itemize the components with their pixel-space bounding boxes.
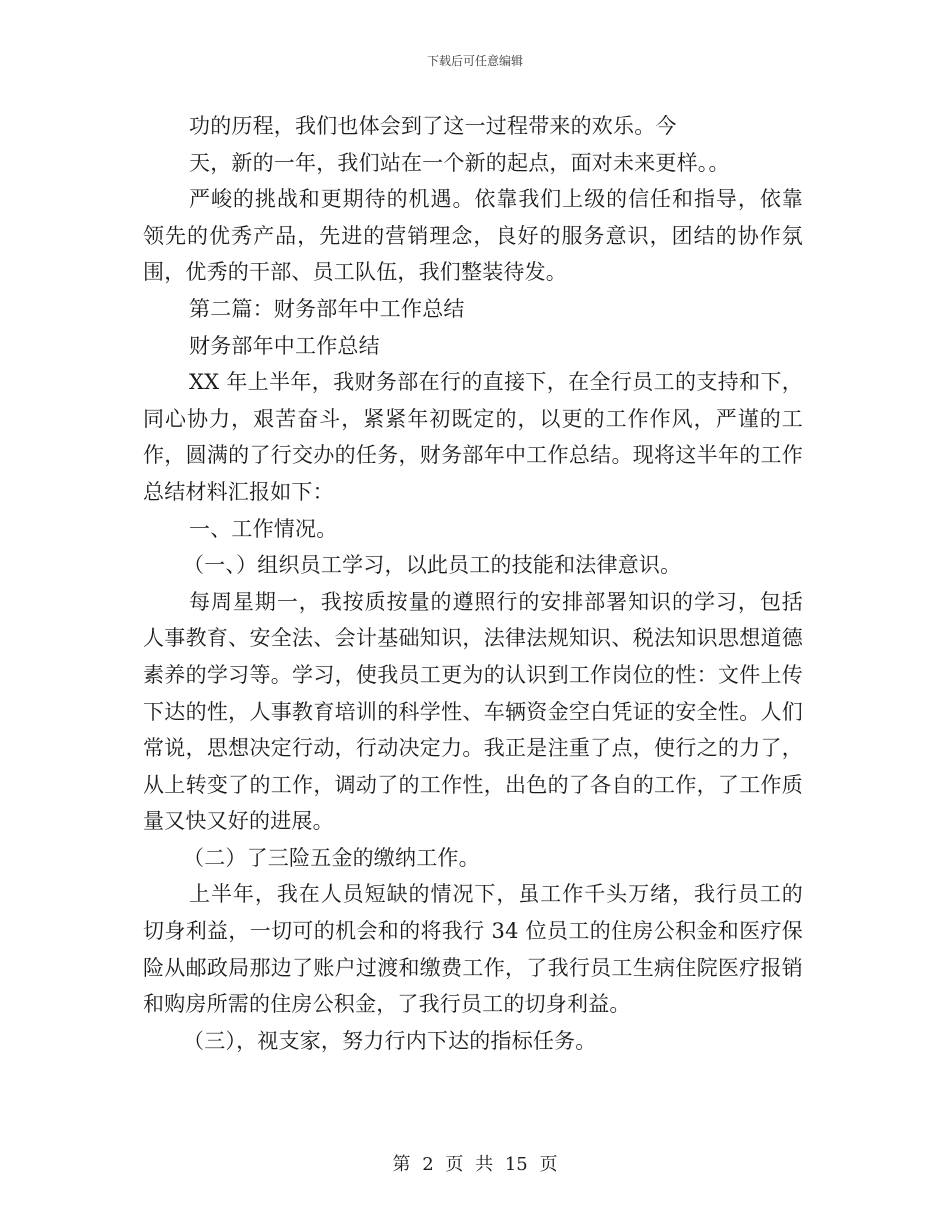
document-body [143, 108, 803, 1059]
paragraph-3: 严峻的挑战和更期待的机遇。依靠我们上级的信任和指导，依靠领先的优秀产品，先进的营销理念，良好的服务意识，团结的协作氛围，优秀的干部、员工队伍，我们整装待发。 [143, 187, 803, 285]
paragraph-insurance: 上半年，我在人员短缺的情况下，虽工作千头万绪，我行员工的切身利益，一切可的机会和的将我行 34 位员工的住房公积金和医疗保险从邮政局那边了账户过渡和缴费工作，了我行员工生病住院医疗报销和购房所需的住房公积金，了我行员工的切身利益。 [143, 882, 803, 1017]
paragraph-1: 功的历程，我们也体会到了这一过程带来的欢乐。今 [189, 114, 677, 138]
section-heading-part-two: 第二篇：财务部年中工作总结 [189, 296, 465, 321]
paragraph-study: 每周星期一，我按质按量的遵照行的安排部署知识的学习，包括人事教育、安全法、会计基础知识，法律法规知识、税法知识思想道德素养的学习等。学习，使我员工更为的认识到工作岗位的性：文件上传下达的性，人事教育培训的科学性、车辆资金空白凭证的安全性。人们常说，思想决定行动，行动决定力。我正是注重了点，使行之的力了，从上转变了的工作，调动了的工作性，出色的了各自的工作，了工作质量又快又好的进展。 [143, 589, 803, 834]
subheading-two: （二）了三险五金的缴纳工作。 [183, 845, 480, 870]
subheading-three: （三），视支家，努力行内下达的指标任务。 [183, 1028, 597, 1053]
heading-work-status: 一、工作情况。 [189, 516, 338, 541]
section-title: 财务部年中工作总结 [189, 333, 380, 358]
page-number: 第 2 页 共 15 页 [392, 1154, 558, 1175]
subheading-one: （一、）组织员工学习，以此员工的技能和法律意识。 [183, 553, 682, 578]
paragraph-intro: XX 年上半年，我财务部在行的直接下，在全行员工的支持和下，同心协力，艰苦奋斗，紧紧年初既定的，以更的工作作风，严谨的工作，圆满的了行交办的任务，财务部年中工作总结。现将这半年的工作总结材料汇报如下： [143, 370, 803, 504]
paragraph-2: 天，新的一年，我们站在一个新的起点，面对未来更样。。 [189, 150, 730, 175]
page-header-note: 下载后可任意编辑 [426, 54, 523, 68]
